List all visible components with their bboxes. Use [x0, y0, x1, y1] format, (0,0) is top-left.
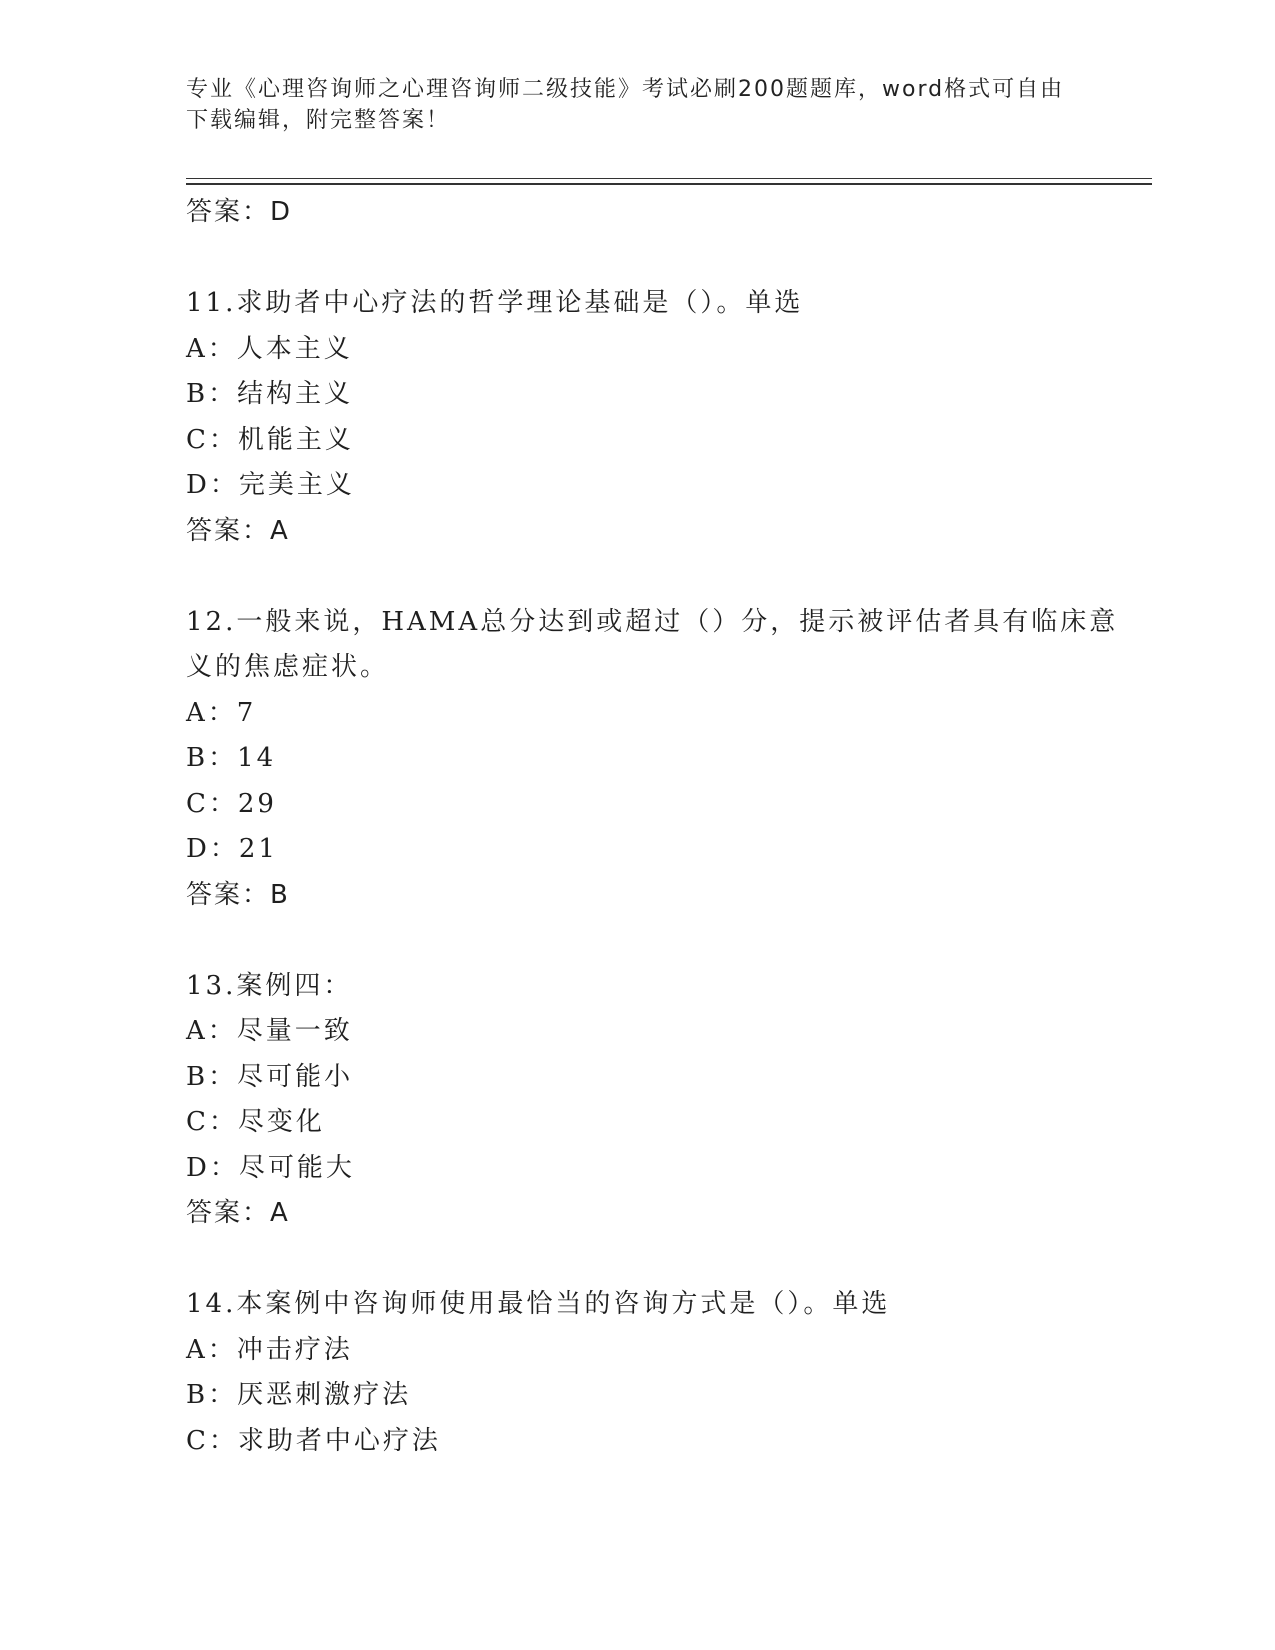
- option-c: C：机能主义: [186, 424, 354, 455]
- option-b: B：厌恶刺激疗法: [186, 1380, 412, 1410]
- question-stem-line-2: 义的焦虑症状。: [186, 652, 390, 682]
- option-a: A：尽量一致: [186, 1016, 353, 1046]
- option-c: C：29: [186, 788, 277, 819]
- question-item: [186, 281, 1086, 554]
- option-a: A：人本主义: [186, 333, 353, 364]
- option-a: A：冲击疗法: [186, 1334, 353, 1365]
- header-divider: [186, 178, 1152, 179]
- question-list: [186, 190, 1119, 1464]
- question-item: [186, 1282, 1086, 1464]
- option-c: C：求助者中心疗法: [186, 1425, 441, 1456]
- spacer: [186, 1237, 1086, 1283]
- answer-line: 答案：A: [186, 1198, 290, 1228]
- question-stem: 14.本案例中咨询师使用最恰当的咨询方式是（）。单选: [186, 1289, 891, 1319]
- option-d: D：完美主义: [186, 470, 355, 500]
- option-d: D：尽可能大: [186, 1152, 355, 1183]
- option-b: B：尽可能小: [186, 1061, 354, 1092]
- question-stem: 11.求助者中心疗法的哲学理论基础是（）。单选: [186, 288, 804, 318]
- question-stem-line-1: 12.一般来说，HAMA总分达到或超过（）分，提示被评估者具有临床意: [186, 606, 1119, 637]
- spacer: [186, 554, 1086, 600]
- question-item: [186, 600, 1119, 919]
- question-item: [186, 964, 1086, 1237]
- answer-line: 答案：B: [186, 879, 290, 910]
- spacer: [186, 918, 1086, 964]
- answer-line: 答案：D: [186, 197, 293, 227]
- option-b: B：结构主义: [186, 379, 354, 409]
- option-b: B：14: [186, 743, 277, 773]
- question-stem: 13.案例四：: [186, 970, 353, 1001]
- option-a: A：7: [186, 697, 257, 728]
- header-divider-thick: [186, 183, 1152, 185]
- document-header: 专业《心理咨询师之心理咨询师二级技能》考试必刷200题题库，word格式可自由下载编辑，附完整答案！: [186, 77, 1065, 133]
- answer-line: 答案：A: [186, 515, 290, 546]
- option-d: D：21: [186, 834, 278, 864]
- spacer: [186, 236, 1086, 282]
- option-c: C：尽变化: [186, 1107, 325, 1137]
